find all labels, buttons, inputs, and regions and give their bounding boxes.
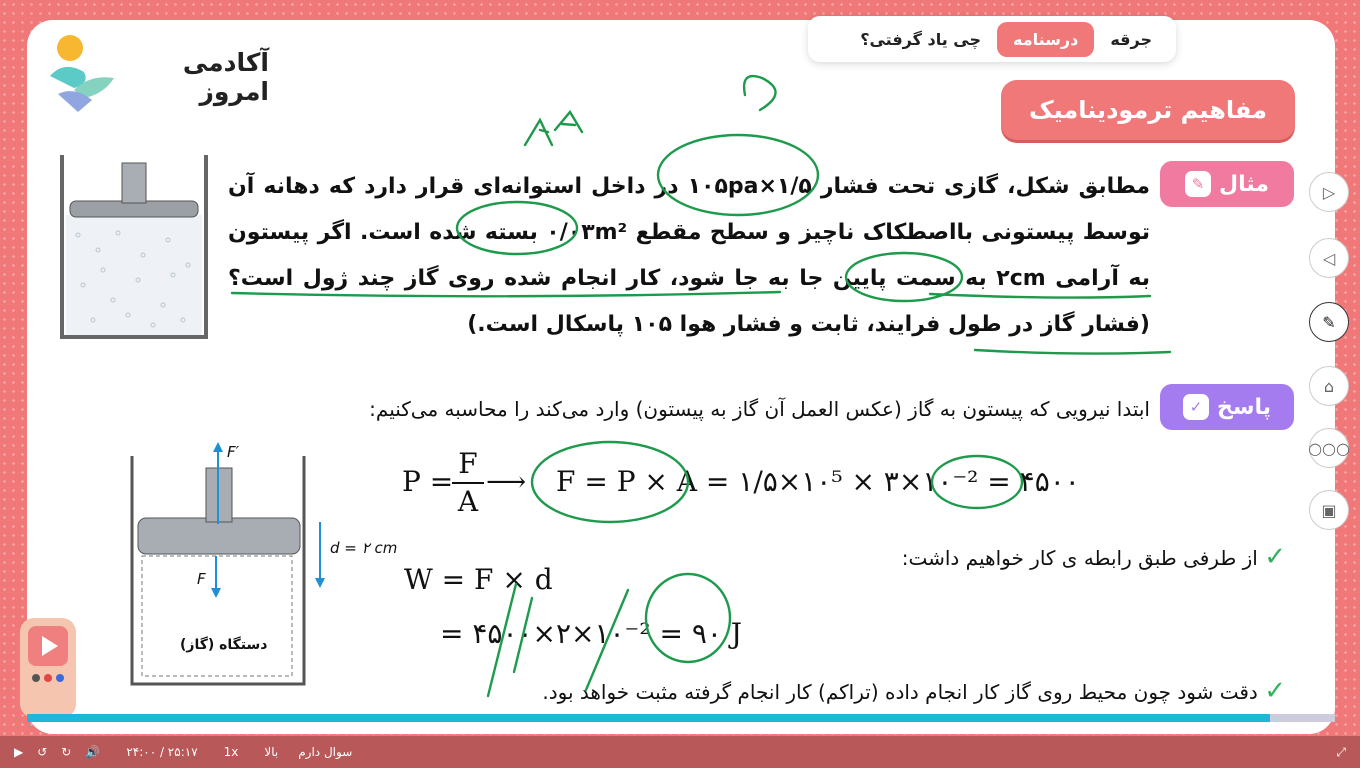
play-left-icon: ◁ [1322, 248, 1336, 268]
volume-icon[interactable]: 🔊 [85, 745, 101, 759]
tab-spark[interactable]: جرقه [1110, 29, 1152, 49]
progress-track[interactable] [27, 714, 1335, 722]
prev-slide-button[interactable] [1309, 238, 1349, 278]
speed-button[interactable]: 1x [223, 745, 239, 759]
more-button[interactable] [1309, 428, 1349, 468]
play-right-icon: ▷ [1322, 182, 1336, 202]
player-bar [0, 736, 1360, 768]
force-top-label: F′ [227, 443, 240, 461]
fullscreen-icon[interactable]: ⤢ [1336, 744, 1346, 759]
logo [44, 34, 269, 116]
answer-intro: ابتدا نیرویی که پیستون به گاز (عکس العمل آن گاز به پیستون) وارد می‌کند را محاسبه می‌کنیم: [369, 397, 1150, 421]
logo-text: آکادمی امروز [182, 48, 269, 106]
tab-bar [808, 16, 1176, 62]
note-text: دقت شود چون محیط روی گاز کار انجام داده (تراکم) کار انجام گرفته مثبت خواهد بود. [542, 680, 1258, 704]
example-badge [1160, 161, 1294, 207]
eq2: W = F × d [404, 563, 553, 596]
pen-icon: ✎ [1322, 312, 1336, 332]
note [542, 676, 1286, 706]
logo-mark-icon [44, 34, 114, 116]
eq1-num: F [452, 446, 484, 484]
question-button[interactable]: سوال دارم [298, 745, 353, 759]
eq3: = ۴۵۰۰×۲×۱۰⁻² = ۹۰ J [440, 617, 743, 650]
screen-button[interactable] [1309, 490, 1349, 530]
eq1-den: A [457, 485, 479, 518]
answer-badge-label: پاسخ [1217, 394, 1272, 420]
eq1-rhs: F = P × A = ۱/۵×۱۰⁵ × ۳×۱۰⁻² = ۴۵۰۰ [556, 465, 1080, 498]
check-badge-icon: ✓ [1183, 394, 1209, 420]
quality-button[interactable]: بالا [264, 745, 279, 759]
next-slide-button[interactable] [1309, 172, 1349, 212]
eq1-arrow: ⟶ [486, 465, 527, 498]
time-display: ۲۴:۰۰ / ۲۵:۱۷ [126, 745, 198, 759]
screen-icon: ▣ [1321, 500, 1337, 520]
tab-summary[interactable]: چی یاد گرفتی؟ [860, 29, 982, 49]
presenter-button[interactable] [1309, 366, 1349, 406]
pen-tool-button[interactable] [1309, 302, 1349, 342]
answer-badge [1160, 384, 1294, 430]
work-intro [902, 542, 1286, 572]
presenter-icon: ⌂ [1323, 376, 1335, 396]
play-button[interactable]: ▶ [14, 745, 24, 759]
force-bottom-label: F [197, 570, 206, 588]
piston-figure [58, 155, 210, 345]
rewind-icon[interactable]: ↺ [37, 745, 48, 759]
eq1-fraction [452, 446, 484, 520]
work-intro-text: از طرفی طبق رابطه ی کار خواهیم داشت: [901, 546, 1258, 570]
figure-caption: دستگاه (گاز) [180, 637, 268, 653]
more-icon: ○○○ [1308, 438, 1350, 458]
equation-pressure [402, 465, 453, 498]
check-icon: ✓ [1264, 542, 1286, 572]
page-title: مفاهیم ترمودینامیک [1001, 80, 1295, 140]
distance-label: d = ۲ cm [330, 539, 398, 557]
chart-icon: ✎ [1185, 171, 1211, 197]
progress-fill [27, 714, 1270, 722]
forward-icon[interactable]: ↻ [61, 745, 72, 759]
example-badge-label: مثال [1219, 171, 1269, 197]
example-text: مطابق شکل، گازی تحت فشار ۱/۵×۱۰۵pa در داخل استوانه‌ای قرار دارد که دهانه آن توسط پیستونی بااصطکاک ناچیز و سطح مقطع ۰/۰۳m² بسته شده است. اگر پیستون به آرامی ۲cm به سمت پایین جا به جا شود، کار انجام شده روی گاز چند ژول است؟ (فشار گاز در طول فرایند، ثابت و فشار هوا ۱۰۵ پاسکال است.) [228, 174, 1151, 337]
check-icon: ✓ [1264, 676, 1286, 706]
eq1-lhs: P = [402, 465, 454, 498]
tab-lesson[interactable]: درسنامه [997, 22, 1094, 57]
